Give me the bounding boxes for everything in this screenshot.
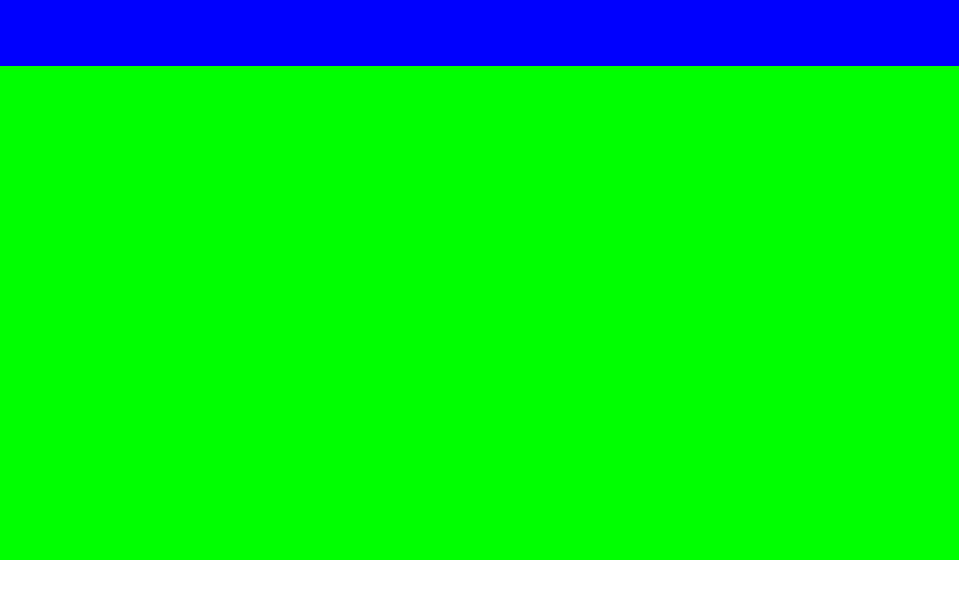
- table-header: [0, 0, 959, 66]
- data-table: [0, 66, 959, 560]
